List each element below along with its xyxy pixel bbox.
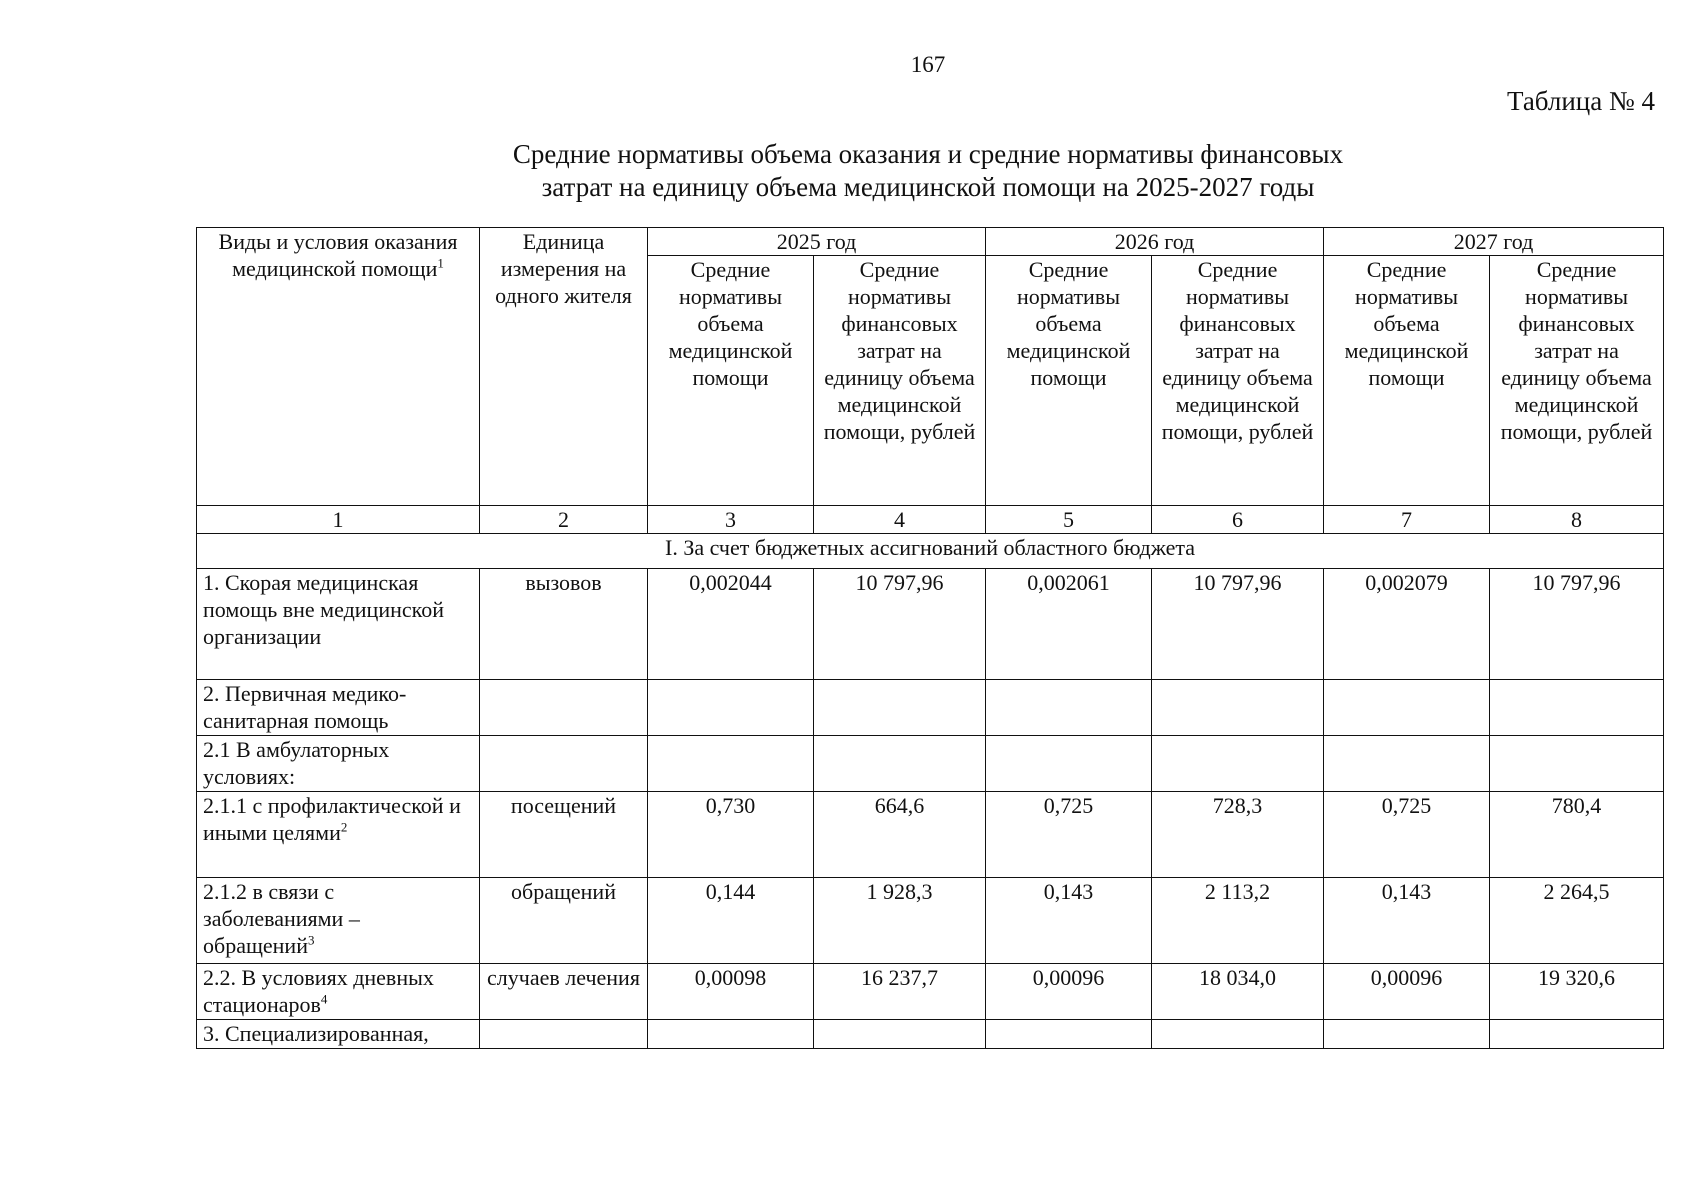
row-unit (480, 680, 648, 736)
header-finance-2027: Средние нормативы финансовых затрат на единицу объема медицинской помощи, рублей (1490, 256, 1664, 506)
header-kind-conditions: Виды и условия оказания медицинской помощи$^1$ (197, 228, 480, 506)
document-title (0, 138, 1695, 204)
row-volume-2026: 0,00096 (986, 964, 1152, 1020)
page-number: 167 (910, 52, 946, 77)
column-number: 5 (986, 506, 1152, 534)
row-finance-2027 (1490, 736, 1664, 792)
column-number: 1 (197, 506, 480, 534)
title-line-2: затрат на единицу объема медицинской помощи на 2025-2027 годы (541, 172, 1315, 202)
row-finance-2026: 18 034,0 (1152, 964, 1324, 1020)
row-finance-2025: 1 928,3 (814, 878, 986, 964)
row-volume-2026: 0,725 (986, 792, 1152, 878)
table-row (197, 878, 1664, 964)
row-name: 2.2. В условиях дневных стационаров$^4$ (197, 964, 480, 1020)
column-number: 8 (1490, 506, 1664, 534)
header-year-2026: 2026 год (986, 228, 1324, 256)
row-finance-2025: 10 797,96 (814, 569, 986, 680)
row-volume-2025: 0,002044 (648, 569, 814, 680)
title-line-1: Средние нормативы объема оказания и средние нормативы финансовых (512, 139, 1344, 169)
row-volume-2027: 0,143 (1324, 878, 1490, 964)
table-row (197, 569, 1664, 680)
row-unit: обращений (480, 878, 648, 964)
row-volume-2027 (1324, 1020, 1490, 1049)
row-volume-2027: 0,725 (1324, 792, 1490, 878)
row-finance-2025 (814, 1020, 986, 1049)
row-volume-2025: 0,00098 (648, 964, 814, 1020)
row-unit: посещений (480, 792, 648, 878)
section-title: I. За счет бюджетных ассигнований областного бюджета (197, 534, 1664, 569)
row-finance-2027 (1490, 1020, 1664, 1049)
table-row (197, 964, 1664, 1020)
row-name: 1. Скорая медицинская помощь вне медицинской организации (197, 569, 480, 680)
row-finance-2026: 10 797,96 (1152, 569, 1324, 680)
row-volume-2026 (986, 680, 1152, 736)
row-volume-2025: 0,730 (648, 792, 814, 878)
row-finance-2026 (1152, 680, 1324, 736)
header-unit: Единица измерения на одного жителя (480, 228, 648, 506)
row-unit: вызовов (480, 569, 648, 680)
row-finance-2027: 2 264,5 (1490, 878, 1664, 964)
row-finance-2027: 10 797,96 (1490, 569, 1664, 680)
column-number: 3 (648, 506, 814, 534)
column-number-row (197, 506, 1664, 534)
row-finance-2025 (814, 736, 986, 792)
header-finance-2025: Средние нормативы финансовых затрат на единицу объема медицинской помощи, рублей (814, 256, 986, 506)
column-number: 4 (814, 506, 986, 534)
row-volume-2027 (1324, 680, 1490, 736)
row-name: 2.1.2 в связи с заболеваниями – обращений$^3$ (197, 878, 480, 964)
table-label: Таблица № 4 (1507, 86, 1655, 116)
header-year-2027: 2027 год (1324, 228, 1664, 256)
row-unit (480, 736, 648, 792)
row-volume-2027 (1324, 736, 1490, 792)
table-row (197, 680, 1664, 736)
row-name: 2.1 В амбулаторных условиях: (197, 736, 480, 792)
row-name: 2. Первичная медико-санитарная помощь (197, 680, 480, 736)
row-finance-2027: 780,4 (1490, 792, 1664, 878)
header-volume-2026: Средние нормативы объема медицинской помощи (986, 256, 1152, 506)
column-number: 7 (1324, 506, 1490, 534)
row-finance-2027 (1490, 680, 1664, 736)
column-number: 2 (480, 506, 648, 534)
header-volume-2025: Средние нормативы объема медицинской помощи (648, 256, 814, 506)
table-row (197, 736, 1664, 792)
row-finance-2026: 2 113,2 (1152, 878, 1324, 964)
row-finance-2027: 19 320,6 (1490, 964, 1664, 1020)
row-finance-2025 (814, 680, 986, 736)
row-volume-2026: 0,143 (986, 878, 1152, 964)
row-volume-2025 (648, 1020, 814, 1049)
table-row (197, 792, 1664, 878)
row-unit (480, 1020, 648, 1049)
header-volume-2027: Средние нормативы объема медицинской помощи (1324, 256, 1490, 506)
row-finance-2025: 664,6 (814, 792, 986, 878)
row-finance-2026: 728,3 (1152, 792, 1324, 878)
row-name: 3. Специализированная, (197, 1020, 480, 1049)
row-name: 2.1.1 с профилактической и иными целями$^2$ (197, 792, 480, 878)
row-volume-2026 (986, 1020, 1152, 1049)
header-year-2025: 2025 год (648, 228, 986, 256)
row-volume-2025 (648, 736, 814, 792)
row-volume-2027: 0,002079 (1324, 569, 1490, 680)
header-finance-2026: Средние нормативы финансовых затрат на единицу объема медицинской помощи, рублей (1152, 256, 1324, 506)
row-unit: случаев лечения (480, 964, 648, 1020)
row-volume-2025 (648, 680, 814, 736)
row-finance-2026 (1152, 736, 1324, 792)
table-row (197, 1020, 1664, 1049)
row-finance-2025: 16 237,7 (814, 964, 986, 1020)
row-volume-2026 (986, 736, 1152, 792)
norms-table (196, 227, 1664, 1049)
row-volume-2026: 0,002061 (986, 569, 1152, 680)
column-number: 6 (1152, 506, 1324, 534)
row-finance-2026 (1152, 1020, 1324, 1049)
row-volume-2027: 0,00096 (1324, 964, 1490, 1020)
row-volume-2025: 0,144 (648, 878, 814, 964)
